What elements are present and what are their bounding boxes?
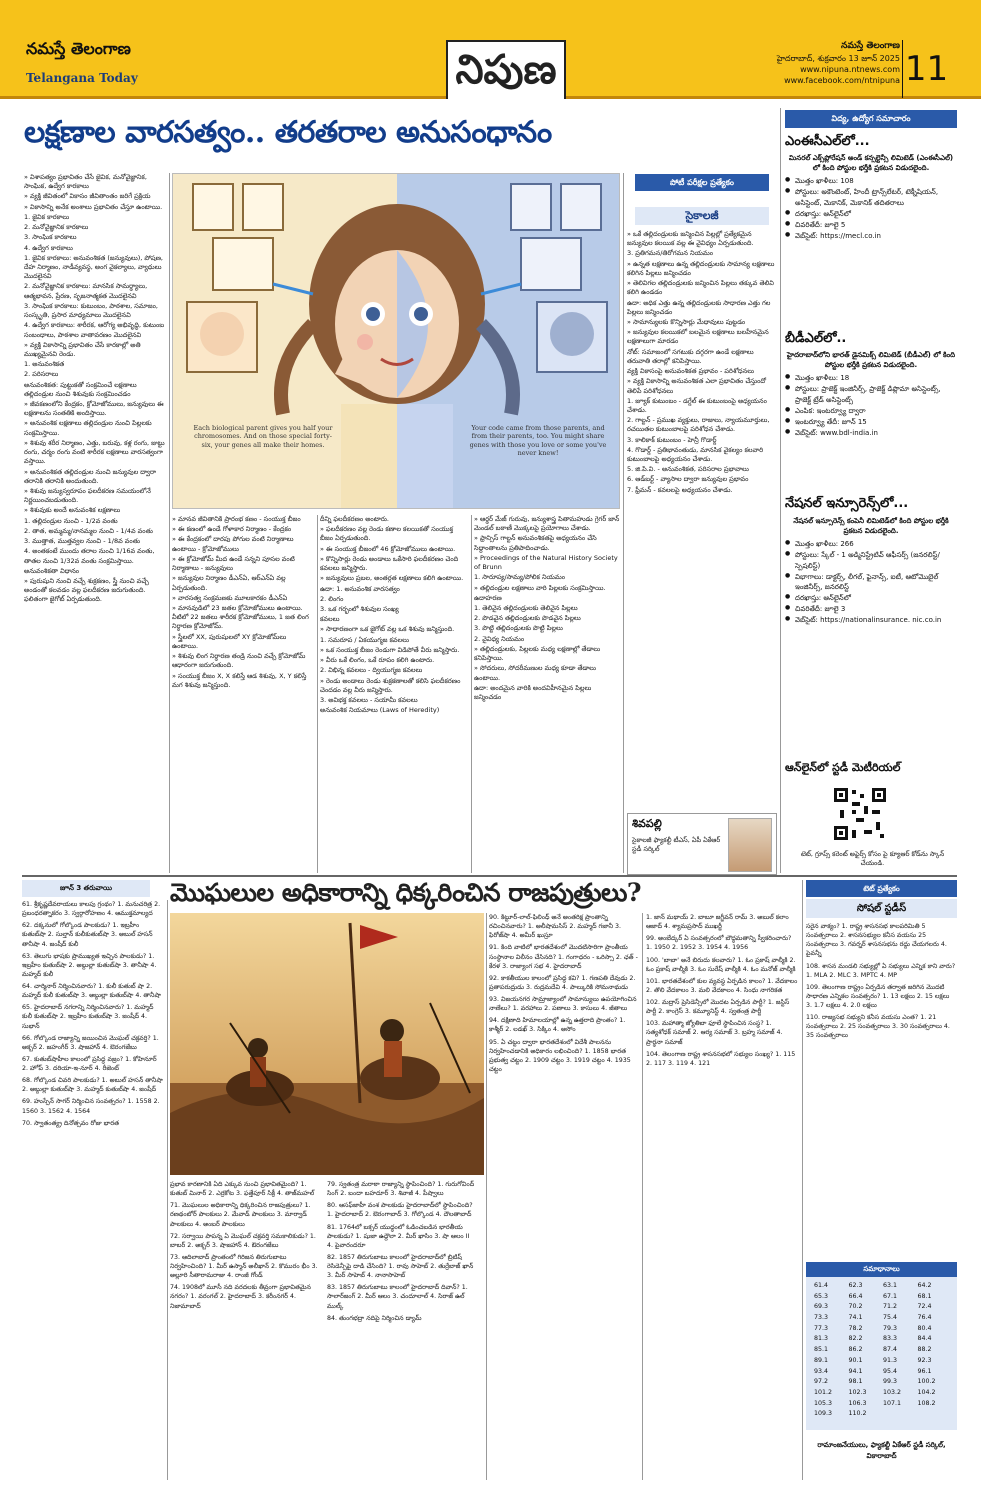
june-continued-tag: జూన్ 3 తరువాయి: [22, 880, 150, 897]
answer-cell: 98.1: [848, 1378, 863, 1386]
namaste-telangana-logo: నమస్తే తెలంగాణ: [26, 39, 131, 58]
article-paragraph: 1. తల్లిదండ్రుల నుంచి - 1/2వ వంతు: [24, 516, 118, 525]
article-paragraph: 3. ఒక గర్భంలో శిశువుల సంఖ్య: [320, 604, 399, 613]
headline-mughals: మొఘలుల అధికారాన్ని ధిక్కరించిన రాజపుత్రులు?: [170, 878, 642, 907]
psychology-title: సైకాలజీ: [635, 207, 769, 225]
article-paragraph: » సాధారణంగా ఒక జైగోట్ వల్ల ఒక శిశువు జన్మిస్తుంది.: [320, 625, 455, 634]
article-paragraph: 6. ఆడ్‌బర్ట్ - వ్యాసాల ద్వారా జన్యువుల ప్రభావం: [627, 475, 749, 484]
article-paragraph: » వ్యక్తి వికాసాన్ని అనువంశికత ఎలా ప్రభావితం చేస్తుందో తెలిపే పరిశోధనలు: [627, 377, 767, 395]
article-paragraph: » మానవుడిలో 23 జతల క్రోమోజోములు ఉంటాయి. వీటిలో 22 జతలు శారీరక క్రోమోజోములు, 1 జత లింగ నిర్ధారణ క్రోమోజోమ్.: [172, 603, 309, 631]
article-paragraph: » జీవకణంలోని కేంద్రకం, క్రోమోజోములు, జన్యువులు ఈ లక్షణాలను సంతతికి అందిస్తాయి.: [24, 400, 164, 418]
questions-column-4: [489, 913, 639, 1480]
article-paragraph: » ఈ క్రోమోజోమ్ మీద ఉండే సన్నని పూసల వంటి నిర్మాణాలు - జన్యువులు: [172, 554, 295, 573]
column-divider: [780, 108, 781, 873]
answer-cell: 100.2: [917, 1378, 936, 1386]
article-paragraph: » వీరు ఒకే లింగం, ఒకే రూపం కలిగి ఉంటారు.: [320, 656, 435, 665]
jobs-sidebar-header: విద్య, ఉద్యోగ సమాచారం: [785, 110, 957, 128]
nic-list: [785, 539, 957, 625]
article-paragraph: 2. పరిసరాలు: [24, 370, 59, 379]
quiz-question: 90. కిట్టూర్-లాల్-ఫిలింధ్ అనే అంతరిక్ష ప్రాంతాన్ని రచించినవారు? 1. అలీషామసిస్ 2. మహ్మద్ గజానీ 3. ఫిరోజ్‌షా 4. అమీర్ ఖుస్రూ: [489, 914, 622, 940]
answers-footer-author: రామాంజనేయులు, ఫ్యాకల్టీ ఏకేఆర్ స్టడీ సర్కిల్, వికారాబాద్: [817, 1441, 946, 1460]
job-detail-item: ● ఇంటర్వ్యూ తేదీ: జూన్ 15: [785, 417, 957, 427]
mecl-title: ఎంఈసీఎల్‌లో...: [785, 134, 870, 149]
article-column-5: [627, 230, 777, 808]
job-detail-item: ● పోస్టులు: ప్రాజెక్ట్ ఇంజినీర్స్, ప్రాజెక్ట్ డిప్లొమా అసిస్టెంట్స్, ప్రాజెక్ట్ ట్రేడ్ అసిస్టెంట్స్: [785, 384, 957, 404]
quiz-question: 79. స్వతంత్ర మరాఠా రాజ్యాన్ని స్థాపించింది? 1. గురుగోవింద్ సింగ్ 2. బందా బహదూర్ 3. శివాజీ 4. పీష్వాలు: [327, 1181, 475, 1198]
column-divider: [471, 515, 472, 873]
article-paragraph: » అనువంశికత తల్లిదండ్రుల నుంచి జన్యువుల ద్వారా తరానికి తరానికి అందుతుంది.: [24, 467, 157, 485]
article-paragraph: కవలలు: [320, 615, 340, 624]
answer-cell: 84.4: [917, 1335, 932, 1343]
answer-cell: 65.3: [814, 1292, 829, 1300]
column-divider: [623, 173, 624, 873]
quiz-question: ప్రభావ కారణానికి ఏది ఎక్కువ నుంచి ప్రభావితమైంది? 1. కుతుబ్ మినార్ 2. ఎర్రకోట 3. ఫత్తేపూర్ సిక్రీ 4. తాజ్‌మహల్: [170, 1181, 315, 1198]
quiz-question: 84. తుంగభద్రా నదిపై నిర్మించిన డ్యామ్: [327, 1314, 422, 1322]
article-paragraph: 2. మనోవైజ్ఞానిక కారకాలు: మానసిక సామర్థ్యాలు, ఆత్మభావన, ప్రేరణ, సృజనాత్మకత మొదలైనవి: [24, 282, 148, 300]
article-paragraph: » తల్లిదండ్రుల లక్షణాలు వారి పిల్లలకు సంక్రమిస్తాయి.: [474, 583, 606, 592]
article-paragraph: 3. ప్రతిగమన/తిరోగమన నియమం: [627, 249, 714, 258]
tet-special-tag: టెట్ ప్రత్యేకం: [806, 880, 957, 897]
quiz-question: 70. స్వాతంత్య్ర దినోత్సవం రోజు భారత: [22, 1119, 120, 1127]
answer-cell: 64.2: [917, 1282, 932, 1289]
battle-painting: [170, 913, 484, 1175]
job-detail-item: ● పోస్టులు: స్కేల్ - 1 అడ్మినిస్ట్రేటివ్ ఆఫీసర్స్ (జనరలిస్ట్/స్పెషలిస్ట్): [785, 550, 957, 570]
quiz-question: 1. జాన్ మథాయ్ 2. బాబూ జగ్జీవన్ రామ్ 3. అబుల్ కలాం ఆజాద్ 4. శ్యామప్రసాద్ ముఖర్జీ: [646, 914, 789, 931]
quiz-question: 109. తెలంగాణ రాష్ట్రం ఏర్పడిన తర్వాత జరిగిన మొదటి సాధారణ ఎన్నికల సంవత్సరం? 1. 13 లక్షలు 2. 15 లక్షలు 3. 1.7 లక్షలు 4. 2.0 లక్షలు: [806, 983, 950, 1009]
answer-cell: 93.4: [814, 1367, 829, 1375]
questions-column-6: [806, 922, 957, 1257]
answer-cell: 71.2: [883, 1303, 898, 1311]
headline-genetics: లక్షణాల వారసత్వం.. తరతరాల అనుసంధానం: [24, 115, 552, 150]
quiz-question: 110. రాజ్యసభ సభ్యుని కనీస వయసు ఎంత? 1. 21 సంవత్సరాలు 2. 25 సంవత్సరాలు 3. 30 సంవత్సరాలు 4. 35 సంవత్సరాలు: [806, 1014, 950, 1040]
quiz-question: 66. గోల్కొండ రాజ్యాన్ని జయించిన మొఘల్ చక్రవర్తి? 1. అక్బర్ 2. జహంగీర్ 3. షాజహాన్ 4. ఔరంగజేబు: [22, 1034, 159, 1051]
article-paragraph: » Proceedings of the Natural History Society of Brunn: [474, 553, 618, 572]
article-paragraph: 1. అనువంశికత: [24, 360, 65, 369]
answers-grid: [814, 1282, 952, 1419]
article-paragraph: 3. అవిభక్త కవలలు - సయామీ కవలలు: [320, 695, 418, 704]
article-paragraph: 2. పొడవైన తల్లిదండ్రులకు పొడవైన పిల్లలు: [474, 614, 581, 623]
article-paragraph: వ్యక్తి వికాసంపై అనువంశికత ప్రభావం - పరిశోధనలు: [627, 367, 755, 376]
article-paragraph: » ఒకే తల్లిదండ్రులకు జన్మించిన పిల్లల్లో ప్రత్యేకమైన జన్యువుల కలయిక వల్ల ఈ వైవిధ్యం ఏర్పడుతుంది.: [627, 230, 754, 248]
quiz-question: 99. అంబేద్కర్ ఏ సంవత్సరంలో బౌద్ధమతాన్ని స్వీకరించారు? 1. 1950 2. 1952 3. 1954 4. 1956: [646, 935, 792, 952]
answer-cell: 109.3: [814, 1410, 833, 1418]
article-paragraph: 1. జైవిక కారకాలు: [24, 212, 70, 221]
quiz-question: 62. దక్కనులో గోల్కొండ పాలకుడు? 1. ఇబ్రహీం కుతుబ్‌షా 2. సుల్తాన్ కులీకుతుబ్‌షా 3. అబుల్ హసన్ తానీషా 4. జంషీద్ కులీ: [22, 922, 153, 948]
battle-painting-svg: [170, 913, 484, 1175]
article-paragraph: దీన్ని ఫలదీకరణం అంటారు.: [320, 515, 390, 523]
article-paragraph: » వ్యక్తి జీవితంలో వికాసం జీవితాంతం జరిగే ప్రక్రియ: [24, 192, 151, 201]
article-paragraph: 3. సాంఘిక కారకాలు: [24, 233, 77, 242]
answer-cell: 76.4: [917, 1314, 932, 1322]
quiz-question: 67. కుతుబ్‌షాహీల కాలంలో ప్రసిద్ధ వజ్రం? 1. కోహినూర్ 2. హోప్ 3. దరియా-ఇ-నూర్ 4. రీజెంట్: [22, 1055, 157, 1072]
answer-cell: 83.3: [883, 1335, 898, 1343]
masthead-dateline: హైదరాబాద్, శుక్రవారం 13 జూన్ 2025: [776, 53, 900, 63]
answer-cell: 107.1: [883, 1399, 902, 1407]
article-paragraph: » జన్యువుల కలయికలో బలమైన లక్షణాలు బలహీనమైన లక్షణాలుగా మారడం: [627, 328, 769, 346]
quiz-question: 73. ఆదిలాబాద్ ప్రాంతంలో గిరిజన తిరుగుబాటు నిర్వహించింది? 1. మీర్ ఉస్మాన్ అలీఖాన్ 2. కొమురం భీం 3. అల్లూరి సీతారామరాజు 4. రాంజీ గోండ్: [170, 1253, 318, 1280]
answer-cell: 104.2: [917, 1388, 936, 1396]
answer-cell: 94.1: [848, 1367, 863, 1375]
article-paragraph: 1. తెలివైన తల్లిదండ్రులకు తెలివైన పిల్లలు: [474, 603, 578, 612]
article-paragraph: » అనువంశిక లక్షణాలు తల్లిదండ్రుల నుంచి పిల్లలకు సంక్రమిస్తాయి.: [24, 419, 152, 437]
answers-box: [806, 1262, 957, 1430]
page-number: 11: [902, 40, 950, 98]
article-paragraph: అనువంశికత: పుట్టుకతో సంక్రమించే లక్షణాలు తల్లిదండ్రుల నుంచి శిశువుకు సంక్రమించడం: [24, 380, 137, 398]
article-paragraph: 2. తాత, అమ్మమ్మ/నానమ్మల నుంచి - 1/4వ వంతు: [24, 526, 153, 535]
column-divider: [317, 515, 318, 873]
answer-cell: 81.3: [814, 1335, 829, 1343]
column-divider: [169, 173, 170, 873]
psychology-tag: పోటీ పరీక్షల ప్రత్యేకం: [635, 174, 769, 191]
quiz-question: 61. శ్రీకృష్ణదేవరాయలు కాలపు గ్రంథం? 1. మనుచరిత్ర 2. ప్రబంధరత్నాకరం 3. స్వర్గారోహణం 4. ఆముక్తమాల్యద: [22, 901, 161, 918]
article-paragraph: అనువంశిక నియమాలు (Laws of Heredity): [320, 706, 440, 715]
article-paragraph: 1. జ్యూక్ కుటుంబం - డగ్డేల్ ఈ కుటుంబంపై అధ్యయనం చేశాడు.: [627, 396, 767, 414]
quiz-question: 65. హైదరాబాద్ నగరాన్ని నిర్మించినవారు? 1. మహ్మద్ కులీ కుతుబ్‌షా 2. ఇబ్రహీం కుతుబ్‌షా 3. జంషీద్ 4. సుభాన్: [22, 1004, 154, 1030]
answer-cell: 105.3: [814, 1399, 833, 1407]
illustration-caption-left: Each biological parent gives you half your chromosomes. And on those special forty-six, your genes all make their homes.: [193, 424, 333, 449]
quiz-question: 81. 1764లో బక్సర్ యుద్ధంలో ఓడించబడిన భారతీయ పాలకుడు? 1. షుజా ఉద్దౌలా 2. మీర్ ఖాసిం 3. షా ఆలం II 4. పైవారందరూ: [327, 1223, 470, 1249]
article-paragraph: » ఒక సంయుక్త బీజం రెండుగా విడిపోతే వీరు జన్మిస్తారు.: [320, 645, 460, 654]
qr-code-svg: [832, 786, 888, 842]
article-paragraph: 2. విభిన్న కవలలు - ద్వియుగ్మజ కవలలు: [320, 666, 423, 675]
questions-column-2: [170, 1180, 320, 1480]
article-paragraph: 1. జైవిక కారకాలు: అనువంశికత (జన్యువులు), పోషణ, దేహ నిర్మాణం, నాడీవ్యవస్థ, అంగ వైకల్యాలు, వ్యాధులు మొదలైనవి: [24, 253, 163, 281]
quiz-question: 103. మహాత్మా జ్యోతిబా ఫూలే స్థాపించిన సంస్థ? 1. సత్యశోధక్ సమాజ్ 2. ఆర్య సమాజ్ 3. బ్రహ్మ సమాజ్ 4. ప్రార్థనా సమాజ్: [646, 1020, 783, 1046]
masthead-facebook[interactable]: www.facebook.com/ntnipuna: [784, 75, 900, 85]
answers-title: సమాధానాలు: [806, 1262, 957, 1277]
article-paragraph: 1. సారూప్య/సామ్య/పోలిక నియమం: [474, 573, 566, 582]
answer-cell: [883, 1410, 918, 1419]
quiz-question: సరైన వాక్యం? 1. రాష్ట్ర శాసనసభ కాలపరిమితి 5 సంవత్సరాలు 2. శాసనసభ్యుల కనీస వయసు 25 సంవత్సరాలు 3. గవర్నర్ శాసనసభను రద్దు చేయగలరు 4. పైవన్నీ: [806, 923, 947, 958]
quiz-question: 92. కాకతీయుల కాలంలో ప్రసిద్ధ కవి? 1. గణపతి దేవుడు 2. ప్రతాపరుద్రుడు 3. రుద్రమదేవి 4. పాల్కురికి సోమనాథుడు: [489, 974, 636, 991]
quiz-question: 72. సర్వాయి పాపన్న ఏ మొఘల్ చక్రవర్తి సమకాలికుడు? 1. బాబర్ 2. అక్బర్ 3. షాజహాన్ 4. ఔరంగజేబు: [170, 1232, 316, 1249]
answer-cell: 97.2: [814, 1378, 829, 1386]
article-paragraph: 7. ఫ్రీమన్ - కవలలపై అధ్యయనం చేశాడు.: [627, 485, 733, 494]
answer-cell: 75.4: [883, 1314, 898, 1322]
answer-cell: 61.4: [814, 1282, 829, 1289]
article-paragraph: » సామాన్యులకు కొన్నిసార్లు మేధావులు పుట్టడం: [627, 317, 746, 326]
quiz-question: 82. 1857 తిరుగుబాటు కాలంలో హైదరాబాద్‌లో బ్రిటిష్ రెసిడెన్సీపై దాడి చేసింది? 1. రావు సాహెబ్ 2. తుర్రేబాజ్ ఖాన్ 3. మీర్ సాహెబ్ 4. నానాసాహెబ్: [327, 1253, 474, 1280]
quiz-question: 83. 1857 తిరుగుబాటు కాలంలో హైదరాబాద్ దివాన్? 1. సాలార్‌జంగ్ 2. మీర్ ఆలం 3. చందూలాల్ 4. సిరాజ్ ఉల్ ముల్క్: [327, 1284, 468, 1310]
article-paragraph: » శిశువు శరీర నిర్మాణం, ఎత్తు, బరువు, కళ్ల రంగు, జుట్టు రంగు, చర్మం రంగు వంటి శారీరక లక్షణాలు వారసత్వంగా వస్తాయి.: [24, 438, 165, 466]
article-paragraph: ఉదా: అధిక ఎత్తు ఉన్న తల్లిదండ్రులకు సాధారణ ఎత్తు గల పిల్లలు జన్మించడం: [627, 298, 771, 316]
answer-cell: [918, 1410, 953, 1419]
masthead-info: [760, 40, 900, 86]
answer-cell: 92.3: [917, 1356, 932, 1364]
answer-cell: 87.4: [883, 1346, 898, 1354]
answer-cell: 96.1: [917, 1367, 932, 1375]
qr-code[interactable]: [832, 786, 888, 842]
online-material-note: టెట్, గ్రూప్స్ కరెంట్ అఫైర్స్ కోసం పై క్యూఆర్ కోడ్‌ను స్కాన్ చేయండి.: [800, 850, 945, 868]
job-detail-item: ● దరఖాస్తు: ఆన్‌లైన్‌లో: [785, 209, 957, 219]
article-paragraph: » ఈ కేంద్రకంలో దారపు పోగుల వంటి నిర్మాణాలు ఉంటాయి - క్రోమోజోములు: [172, 535, 294, 553]
article-column-2: [172, 515, 314, 873]
online-material-title: ఆన్‌లైన్‌లో స్టడీ మెటీరియల్: [785, 761, 901, 774]
article-paragraph: » వారసత్వ సంక్రమణకు మూలకారకం డీఎన్ఏ: [172, 593, 288, 602]
quiz-question: 108. శాసన మండలి సభ్యుల్లో ఏ సభ్యులు ఎన్నిక కాని వారు? 1. MLA 2. MLC 3. MPTC 4. MP: [806, 962, 956, 979]
mecl-list: [785, 176, 957, 241]
job-detail-item: ● చివరితేదీ: జూలై 3: [785, 604, 957, 614]
article-paragraph: » రెండు అండాలు రెండు శుక్రకణాలతో కలిసి ఫలదీకరణం చెందడం వల్ల వీరు జన్మిస్తారు.: [320, 676, 461, 694]
job-detail-item: ● ఎంపిక: ఇంటర్వ్యూ ద్వారా: [785, 406, 957, 416]
article-paragraph: » స్త్రీలలో XX, పురుషులలో XY క్రోమోజోమ్‌లు ఉంటాయి.: [172, 632, 287, 650]
answer-cell: 88.2: [917, 1346, 932, 1354]
answer-cell: 86.2: [848, 1346, 863, 1354]
article-paragraph: » ఫలదీకరణం వల్ల రెండు కణాల కలయికతో సంయుక్త బీజం ఏర్పడుతుంది.: [320, 525, 454, 543]
article-paragraph: » తెలివిగల తల్లిదండ్రులకు జన్మించిన పిల్లలు తక్కువ తెలివి కలిగి ఉండడం: [627, 279, 774, 297]
answer-cell: 110.2: [848, 1410, 867, 1418]
article-paragraph: 3. సాంఘిక కారకాలు: కుటుంబం, పాఠశాల, సమాజం, సంస్కృతి, ప్రసార మాధ్యమాలు మొదలైనవి: [24, 301, 158, 320]
article-paragraph: ఉదా: అందమైన వారికి అందవిహీనమైన పిల్లలు జన్మించడం: [474, 683, 592, 701]
questions-column-3: [327, 1180, 477, 1480]
quiz-question: 91. కింది వాటిలో భారతదేశంలో మొదటిసారిగా ప్రాంతీయ సంస్థానాల విలీనం చేసినది? 1. గంగాధరం - ఒరిస్సా 2. ఛత్ - కేరళ 3. రాజ్యాంగ సభ 4. హైదరాబాద్: [489, 944, 638, 970]
article-paragraph: » కొన్నిసార్లు రెండు అండాలు ఒకేసారి ఫలదీకరణం చెంది కవలలు జన్మిస్తారు.: [320, 554, 459, 573]
answer-cell: 70.2: [848, 1303, 863, 1311]
answer-cell: 79.3: [883, 1324, 898, 1332]
article-paragraph: » వ్యక్తి వికాసాన్ని ప్రభావితం చేసే కారకాల్లో అతి ముఖ్యమైనవి రెండు.: [24, 340, 141, 358]
job-detail-item: ● వెబ్‌సైట్: www.bdl-india.in: [785, 428, 957, 438]
article-paragraph: » జన్యువుల నిర్మాణం డీఎన్ఏ, ఆర్ఎన్ఏ వల్ల ఏర్పడుతుంది.: [172, 574, 286, 592]
answer-cell: 77.3: [814, 1324, 829, 1332]
article-paragraph: 2. లింగం: [320, 594, 344, 603]
article-paragraph: » మానవ జీవితానికి ప్రారంభ కణం - సంయుక్త బీజం: [172, 515, 301, 523]
social-studies-tag: సోషల్ స్టడీస్: [806, 899, 957, 918]
answer-cell: 99.3: [883, 1378, 898, 1386]
quiz-question: 71. మొఘలుల అధికారాన్ని ధిక్కరించిన రాజపుత్రులు? 1. రణథంబోర్ పాలకులు 2. మేవాడ్ పాలకులు 3. మార్వాడ్ పాలకులు 4. అంబర్ పాలకులు: [170, 1202, 311, 1228]
article-paragraph: 2. వైవిధ్య నియమం: [474, 634, 525, 643]
author-photo: [728, 818, 772, 872]
heredity-illustration-svg: [173, 174, 620, 509]
nic-block: [785, 516, 957, 756]
answer-cell: 82.2: [848, 1335, 863, 1343]
bdl-block: [785, 350, 957, 490]
article-paragraph: 1. సమరూప / ఏకయుగ్మజ కవలలు: [320, 635, 410, 644]
questions-column-5: [646, 913, 798, 1480]
answer-cell: 73.3: [814, 1314, 829, 1322]
article-paragraph: అనువంశికతా విధానం: [24, 566, 80, 575]
answer-cell: 85.1: [814, 1346, 829, 1354]
author-box: [627, 813, 777, 875]
column-divider: [167, 900, 168, 1480]
article-paragraph: » ఫ్రాన్సిస్ గాల్టన్ అనువంశికతపై అధ్యయనం చేసి సిద్ధాంతాలను ప్రతిపాదించాడు.: [474, 534, 597, 552]
quiz-question: 68. గోల్కొండ చివరి పాలకుడు? 1. అబుల్ హసన్ తానీషా 2. అబ్దుల్లా కుతుబ్‌షా 3. మహ్మద్ కుతుబ్‌షా 4. జంషీద్: [22, 1077, 163, 1094]
article-column-1: [24, 173, 166, 873]
quiz-question: 64. చార్మినార్ నిర్మించినవారు? 1. కులీ కుతుబ్ షా 2. మహ్మద్ కులీ కుతుబ్‌షా 3. అబ్దుల్లా కుతుబ్‌షా 4. తానీషా: [22, 983, 161, 1000]
article-paragraph: ఉదాహరణ: [474, 593, 502, 602]
article-paragraph: 3. కాలికాక్ కుటుంబం - హెన్రీ గొడార్డ్: [627, 435, 717, 444]
article-paragraph: » ఈ కణంలో ఉండే గోళాకార నిర్మాణం - కేంద్రకం: [172, 525, 292, 534]
article-paragraph: » ఈ సంయుక్త బీజంలో 46 క్రోమోజోములు ఉంటాయి.: [320, 544, 456, 553]
job-detail-item: ● దరఖాస్తు: ఆన్‌లైన్‌లో: [785, 593, 957, 603]
questions-column-1: [22, 900, 164, 1480]
article-paragraph: » జన్యువులు ప్రబల, అంతర్గత లక్షణాలు కలిగి ఉంటాయి.: [320, 574, 464, 583]
article-paragraph: 4. ఉద్వేగ కారకాలు: శారీరక, ఆరోగ్య అభివృద్ధి, కుటుంబ సంబంధాలు, పాఠశాల వాతావరణం మొదలైనవి: [24, 321, 165, 339]
quiz-question: 104. తెలంగాణ రాష్ట్ర శాసనసభలో సభ్యుల సంఖ్య? 1. 115 2. 117 3. 119 4. 121: [646, 1050, 796, 1067]
answer-cell: 66.4: [848, 1292, 863, 1300]
quiz-question: 100. 'బాబా' అనే బిరుదు కలవారు? 1. ఓం ప్రకాష్ వాల్మీకి 2. ఓం ప్రకాష్ వాల్మీకి 3. ఓం సురేష్ వాల్మీకి 4. ఓం మనోజ్ వాల్మీకి: [646, 956, 796, 973]
column-divider: [642, 913, 643, 1480]
answer-cell: 68.1: [917, 1292, 932, 1300]
article-paragraph: » తల్లిదండ్రులకు, పిల్లలకు మధ్య లక్షణాల్లో తేడాలు కనిపిస్తాయి.: [474, 644, 601, 663]
quiz-question: 74. 1908లో మూసీ నది వరదలకు తీవ్రంగా ప్రభావితమైన నగరం? 1. వరంగల్ 2. హైదరాబాద్ 3. కరీంనగర్ 4. నిజామాబాద్: [170, 1284, 311, 1310]
masthead-website[interactable]: www.nipuna.ntnews.com: [800, 64, 900, 74]
quiz-question: 63. తెలుగు భాషకు ప్రాముఖ్యత ఇచ్చిన పాలకుడు? 1. ఇబ్రహీం కుతుబ్‌షా 2. అబ్దుల్లా కుతుబ్‌షా 3. తానీషా 4. మహ్మద్ కులీ: [22, 952, 157, 978]
nic-title: నేషనల్ ఇన్సూరెన్స్‌లో...: [785, 496, 909, 511]
article-paragraph: 5. జి.పి.వి. - అనువంశికత, పరిసరాల ప్రభావాలు: [627, 465, 749, 474]
job-detail-item: ● వెబ్‌సైట్: https://nationalinsurance. nic.co.in: [785, 615, 957, 625]
article-paragraph: » శిశువుకు అందే అనువంశిక లక్షణాలు: [24, 506, 121, 515]
article-column-4: [474, 515, 620, 873]
quiz-question: 93. విజయనగర సామ్రాజ్యాంలో సామాన్యులు ఉపయోగించిన నాణేలు? 1. వరహాలు 2. పణాలు 3. కాసులు 4. జీతాలు: [489, 996, 637, 1013]
article-paragraph: » శిశువు లింగ నిర్ధారణ తండ్రి నుంచి వచ్చే క్రోమోజోమ్ ఆధారంగా జరుగుతుంది.: [172, 652, 306, 670]
article-paragraph: 3. ముత్తాత, ముత్తవ్వల నుంచి - 1/8వ వంతు: [24, 537, 141, 546]
article-paragraph: » వికాసాన్ని అనేక అంశాలు ప్రభావితం చేస్తూ ఉంటాయి.: [24, 202, 163, 211]
answer-cell: 91.3: [883, 1356, 898, 1364]
article-paragraph: 3. పొట్టి తల్లిదండ్రులకు పొట్టి పిల్లలు: [474, 624, 563, 633]
bdl-list: [785, 373, 957, 438]
job-detail-item: ● విభాగాలు: డాక్టర్స్, లీగల్, ఫైనాన్స్, ఐటీ, ఆటోమొబైల్ ఇంజినీర్స్, జనరలిస్ట్: [785, 572, 957, 592]
job-detail-item: ● చివరితేదీ: జూలై 5: [785, 220, 957, 230]
answer-cell: 108.2: [917, 1399, 936, 1407]
article-paragraph: » శిశువు జన్యుస్వరూపం ఫలదీకరణ సమయంలోనే నిర్ణయించబడుతుంది.: [24, 487, 151, 505]
answer-cell: 63.1: [883, 1282, 898, 1289]
answer-cell: 62.3: [848, 1282, 863, 1289]
article-column-3: [320, 515, 468, 873]
article-paragraph: 4. గొడార్డ్ - ప్రతిభావంతుడు, మానసిక వైకల్యం కలవారి కుటుంబాలపై అధ్యయనం చేశాడు.: [627, 445, 764, 464]
article-paragraph: » ఆర్థర్ మేజ్ గురువు, జన్యుశాస్త్ర పితామహుడు గ్రెగర్ జాన్ మెండల్ బఠాణీ మొక్కలపై ప్రయోగాలు చేశాడు.: [474, 515, 620, 533]
author-role: సైకాలజీ ఫ్యాకల్టీ టీఎస్, ఏపీ ఏకేఆర్ స్టడీ సర్కిల్: [632, 836, 721, 854]
job-detail-item: ● మొత్తం ఖాళీలు: 18: [785, 373, 957, 383]
telangana-today-logo: [26, 70, 138, 87]
answer-cell: 89.1: [814, 1356, 829, 1364]
answer-cell: 90.1: [848, 1356, 863, 1364]
masthead-paper-name: నమస్తే తెలంగాణ: [841, 41, 900, 51]
article-paragraph: 4. ఉద్వేగ కారకాలు: [24, 243, 73, 252]
answer-cell: 69.3: [814, 1303, 829, 1311]
answer-cell: 80.4: [917, 1324, 932, 1332]
column-divider: [486, 913, 487, 1480]
nic-intro: నేషనల్ ఇన్సూరెన్స్ కంపెనీ లిమిటెడ్‌లో కింది పోస్టుల భర్తీకి ప్రకటన విడుదలైంది.: [793, 517, 949, 536]
article-paragraph: » ఉన్నత లక్షణాలు ఉన్న తల్లిదండ్రులకు సామాన్య లక్షణాలు కలిగిన పిల్లలు జన్మించడం: [627, 259, 775, 277]
answer-cell: 106.3: [848, 1399, 867, 1407]
quiz-question: 80. ఆసఫ్‌జాహీ వంశ పాలకుడు హైదరాబాద్‌లో స్థాపించింది? 1. హైదరాబాద్ 2. ఔరంగాబాద్ 3. గోల్కొండ 4. దౌలతాబాద్: [327, 1202, 473, 1219]
answer-cell: 103.2: [883, 1388, 902, 1396]
article-paragraph: » విశాపత్యం ప్రభావితం చేసే జైవిక, మనోవైజ్ఞానిక, సాంఘిక, ఉద్వేగ కారకాలు: [24, 173, 147, 191]
column-divider: [802, 880, 803, 1480]
heredity-illustration: [172, 173, 620, 509]
illustration-caption-right: Your code came from those parents, and from their parents, too. You might share genes with those you love or some you've never knew!: [469, 424, 607, 458]
job-detail-item: ● మొత్తం ఖాళీలు: 108: [785, 176, 957, 186]
answer-cell: 72.4: [917, 1303, 932, 1311]
article-paragraph: 2. మనోవైజ్ఞానిక కారకాలు: [24, 223, 89, 232]
job-detail-item: ● మొత్తం ఖాళీలు: 266: [785, 539, 957, 549]
article-paragraph: 4. అంతకంటే ముందు తరాల నుంచి 1/16వ వంతు, తాతల నుంచి 1/32వ వంతు సంక్రమిస్తాయి.: [24, 547, 155, 565]
article-paragraph: » సోదరులు, సోదరీమణుల మధ్య కూడా తేడాలు ఉంటాయి.: [474, 664, 597, 682]
answer-cell: 101.2: [814, 1388, 833, 1396]
mecl-block: [785, 153, 957, 333]
quiz-question: 69. హుస్సేన్ సాగర్ నిర్మించిన సంవత్సరం? 1. 1558 2. 1560 3. 1562 4. 1564: [22, 1098, 160, 1115]
answer-cell: 67.1: [883, 1292, 898, 1300]
quiz-question: 101. భారతదేశంలో కుల వ్యవస్థ ఏర్పడిన కాలం? 1. వేదకాలం 2. తొలి వేదకాలం 3. మలి వేదకాలం 4. సింధు నాగరికత: [646, 977, 798, 994]
article-paragraph: ఉదా: 1. అనువంశిక వారసత్వం: [320, 584, 400, 593]
answer-cell: 74.1: [848, 1314, 863, 1322]
nipuna-title: నిపుణ: [446, 40, 566, 99]
mecl-intro: మినరల్ ఎక్స్‌ప్లోరేషన్ అండ్ కన్సల్టెన్సీ లిమిటెడ్ (ఎంఈసీఎల్) లో కింది పోస్టుల భర్తీకి ప్రకటన విడుదలైంది.: [788, 154, 954, 173]
bdl-intro: హైదరాబాద్‌లోని భారత్ డైనమిక్స్ లిమిటెడ్ (బీడీఎల్) లో కింది పోస్టుల భర్తీకి ప్రకటన విడుదలైంది.: [786, 351, 956, 370]
job-detail-item: ● పోస్టులు: అకౌంటెంట్, హిందీ ట్రాన్స్‌లేటర్, టెక్నీషియన్, అసిస్టెంట్, మెకానిక్, మెకానిక్ తదితరాలు: [785, 187, 957, 207]
answer-cell: 102.3: [848, 1388, 867, 1396]
article-paragraph: నోట్: సమాజంలో సగటుకు దగ్గరగా ఉండే లక్షణాలు తరువాతి తరాల్లో కనిపిస్తాయి.: [627, 347, 754, 365]
article-paragraph: » పురుషుని నుంచి వచ్చే శుక్రకణం, స్త్రీ నుంచి వచ్చే అండంతో కలవడం వల్ల ఫలదీకరణ జరుగుతుంది. ఫలితంగా జైగోట్ ఏర్పడుతుంది.: [24, 576, 149, 604]
article-paragraph: » సంయుక్త బీజం X, X కలిస్తే ఆడ శిశువు, X, Y కలిస్తే మగ శిశువు జన్మిస్తుంది.: [172, 671, 307, 689]
job-detail-item: ● వెబ్‌సైట్: https://mecl.co.in: [785, 231, 957, 241]
article-paragraph: 2. గాల్టన్ - ప్రముఖ వ్యక్తులు, రాజులు, న్యాయమూర్తులు, రచయితల కుటుంబాలపై పరిశోధన చేశాడు.: [627, 416, 770, 434]
answer-cell: 78.2: [848, 1324, 863, 1332]
answer-cell: 95.4: [883, 1367, 898, 1375]
quiz-question: 95. ఏ చట్టం ద్వారా భారతదేశంలో విదేశీ పాలనను నిర్వహించడానికి అధికారం లభించింది? 1. 1858 భారత ప్రభుత్వ చట్టం 2. 1909 చట్టం 3. 1919 చట్టం 4. 1935 చట్టం: [489, 1038, 631, 1073]
quiz-question: 94. దక్షిణాది హిమాలయాల్లో ఉన్న ఉత్తరాది ప్రాంతం? 1. కాశ్మీర్ 2. లడఖ్ 3. సిక్కిం 4. అసోం: [489, 1017, 626, 1034]
author-name: శివపల్లి: [632, 817, 662, 830]
telangana-today-text: Telangana Today: [26, 71, 138, 85]
bdl-title: బీడీఎల్‌లో..: [785, 331, 847, 346]
quiz-question: 102. మద్రాస్ ప్రెసిడెన్సీలో మొదట ఏర్పడిన పార్టీ? 1. జస్టిస్ పార్టీ 2. కాంగ్రెస్ 3. కమ్యూనిస్ట్ 4. స్వతంత్ర పార్టీ: [646, 999, 790, 1016]
